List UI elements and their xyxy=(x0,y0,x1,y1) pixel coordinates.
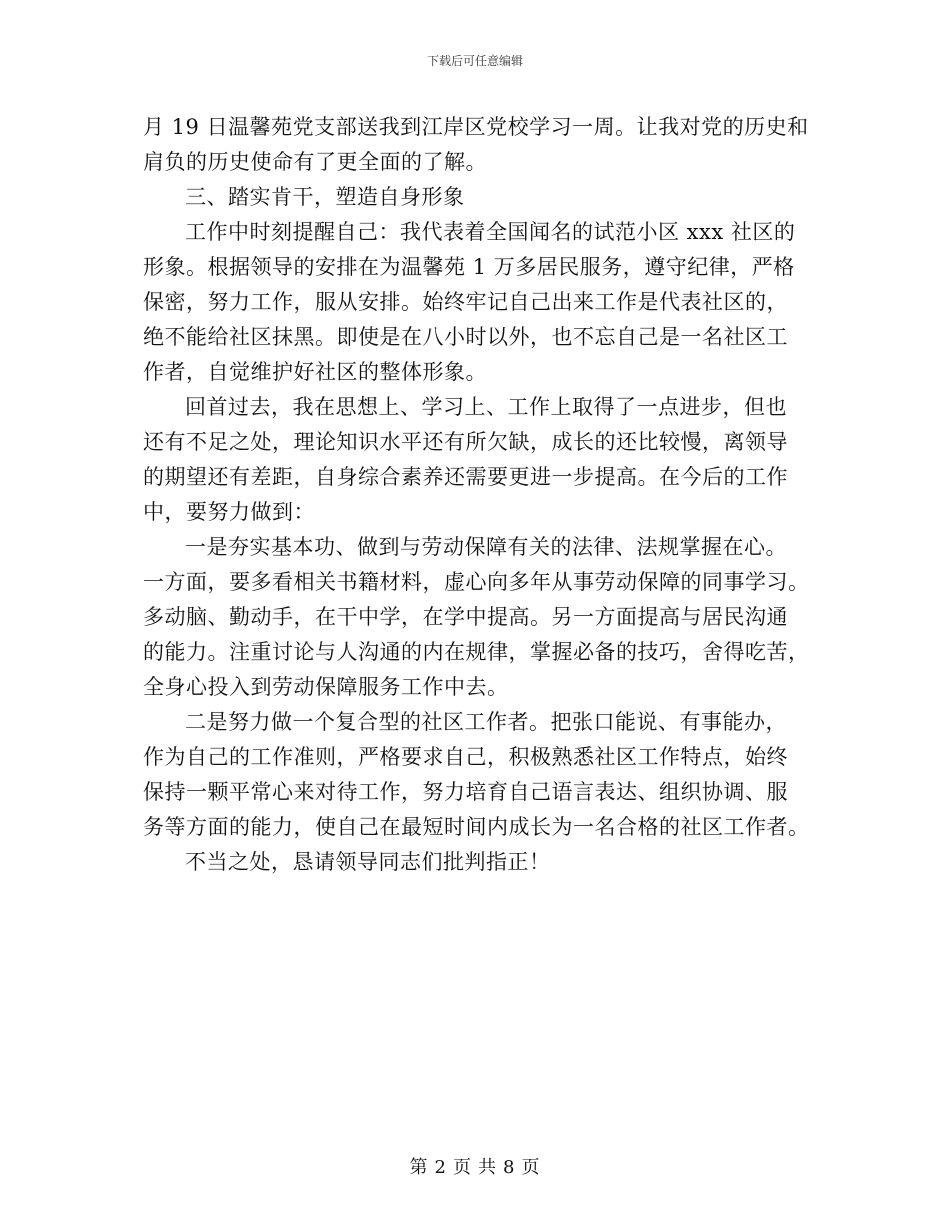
text-line: 务等方面的能力，使自己在最短时间内成长为一名合格的社区工作者。 xyxy=(143,815,810,839)
text-line: 还有不足之处，理论知识水平还有所欠缺，成长的还比较慢，离领导 xyxy=(143,430,788,454)
footer-page-total: 8 xyxy=(503,1157,516,1178)
text-line: 肩负的历史使命有了更全面的了解。 xyxy=(143,150,487,174)
footer-ye: 页 xyxy=(453,1157,472,1178)
text-line: 二是努力做一个复合型的社区工作者。把张口能说、有事能办， xyxy=(185,710,787,734)
text-line: 回首过去，我在思想上、学习上、工作上取得了一点进步，但也 xyxy=(185,395,787,419)
text-line: 月 19 日温馨苑党支部送我到江岸区党校学习一周。让我对党的历史和 xyxy=(143,115,809,139)
document-body xyxy=(143,110,813,880)
text-line: 的能力。注重讨论与人沟通的内在规律，掌握必备的技巧，舍得吃苦， xyxy=(143,640,810,664)
text-line: 中，要努力做到： xyxy=(143,500,315,524)
text-line: 形象。根据领导的安排在为温馨苑 1 万多居民服务，遵守纪律，严格 xyxy=(143,255,795,279)
footer-gong: 共 xyxy=(478,1157,497,1178)
text-line: 一是夯实基本功、做到与劳动保障有关的法律、法规掌握在心。 xyxy=(185,535,787,559)
text-line: 作为自己的工作准则，严格要求自己，积极熟悉社区工作特点，始终 xyxy=(143,745,788,769)
text-line: 全身心投入到劳动保障服务工作中去。 xyxy=(143,675,509,699)
text-line: 保密，努力工作，服从安排。始终牢记自己出来工作是代表社区的， xyxy=(143,290,788,314)
text-line: 多动脑、勤动手，在干中学，在学中提高。另一方面提高与居民沟通 xyxy=(143,605,788,629)
text-line: 绝不能给社区抹黑。即使是在八小时以外，也不忘自己是一名社区工 xyxy=(143,325,788,349)
text-line: 一方面，要多看相关书籍材料，虚心向多年从事劳动保障的同事学习。 xyxy=(143,570,810,594)
text-line: 的期望还有差距，自身综合素养还需要更进一步提高。在今后的工作 xyxy=(143,465,788,489)
text-line: 不当之处，恳请领导同志们批判指正！ xyxy=(185,850,551,874)
text-line: 三、踏实肯干，塑造自身形象 xyxy=(185,185,465,209)
page-footer xyxy=(0,1153,950,1179)
footer-ye2: 页 xyxy=(521,1157,541,1178)
text-line: 保持一颗平常心来对待工作，努力培育自己语言表达、组织协调、服 xyxy=(143,780,788,804)
page-header: 下载后可任意编辑 xyxy=(426,54,523,68)
text-line: 作者，自觉维护好社区的整体形象。 xyxy=(143,360,487,384)
footer-page-current: 2 xyxy=(434,1157,447,1178)
text-line: 工作中时刻提醒自己：我代表着全国闻名的试范小区 xxx 社区的 xyxy=(185,220,796,244)
footer-di: 第 xyxy=(409,1157,429,1178)
